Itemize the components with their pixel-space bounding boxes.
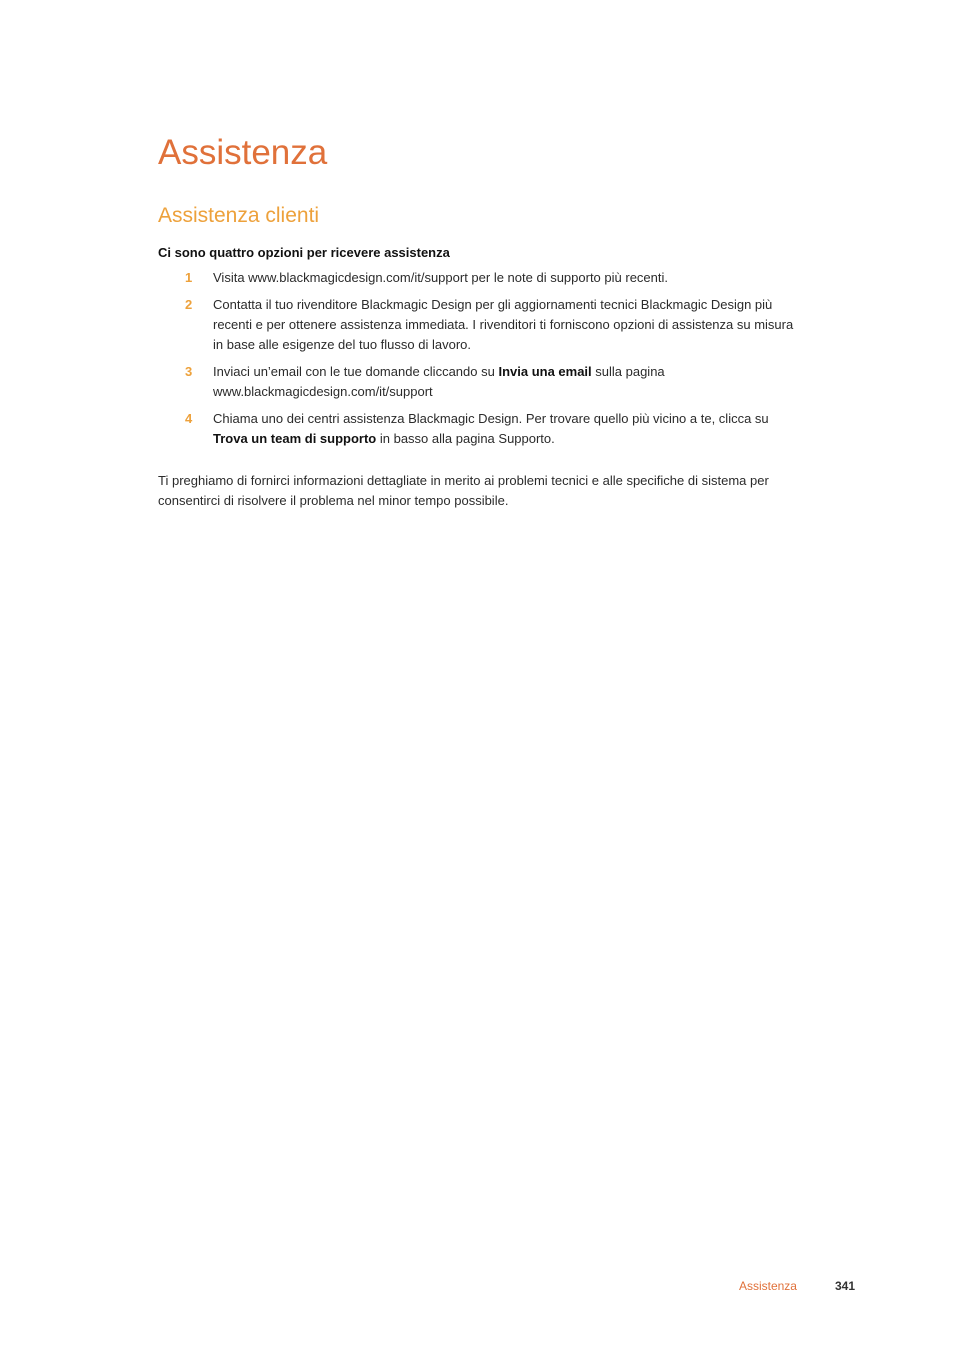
list-item-number: 1 — [185, 270, 193, 285]
send-email-link-label: Invia una email — [498, 364, 592, 379]
intro-heading: Ci sono quattro opzioni per ricevere assistenza — [158, 245, 450, 260]
list-item-number: 4 — [185, 411, 193, 426]
page-title: Assistenza — [158, 133, 328, 172]
list-item — [158, 295, 798, 355]
list-item-text-before: Chiama uno dei centri assistenza Blackmagic Design. Per trovare quello più vicino a te, clicca su — [213, 411, 769, 426]
list-item-text-after: sulla pagina www.blackmagicdesign.com/it/support — [213, 364, 665, 399]
closing-paragraph: Ti preghiamo di fornirci informazioni dettagliate in merito ai problemi tecnici e alle specifiche di sistema per consentirci di risolvere il problema nel minor tempo possibile. — [158, 473, 769, 508]
section-heading: Assistenza clienti — [158, 204, 320, 227]
list-item — [158, 362, 798, 402]
list-item-text — [213, 362, 798, 402]
page-number: 341 — [834, 1279, 855, 1293]
find-support-team-label: Trova un team di supporto — [213, 431, 377, 446]
list-item-text: Contatta il tuo rivenditore Blackmagic Design per gli aggiornamenti tecnici Blackmagic Design più recenti e per ottenere assistenza immediata. I rivenditori ti forniscono opzioni di assistenza su misura in base alle esigenze del tuo flusso di lavoro. — [213, 297, 794, 352]
list-item — [158, 268, 798, 288]
list-item-text-after: in basso alla pagina Supporto. — [376, 431, 555, 446]
list-item-text-before: Inviaci un’email con le tue domande cliccando su — [213, 364, 499, 379]
list-item — [158, 409, 798, 449]
list-item-text — [213, 409, 798, 449]
list-item-number: 3 — [185, 364, 193, 379]
support-options-list — [158, 268, 798, 456]
footer-section-name: Assistenza — [738, 1279, 797, 1293]
page-footer — [739, 1277, 855, 1295]
list-item-text: Visita www.blackmagicdesign.com/it/support per le note di supporto più recenti. — [213, 270, 668, 285]
list-item-number: 2 — [185, 297, 193, 312]
